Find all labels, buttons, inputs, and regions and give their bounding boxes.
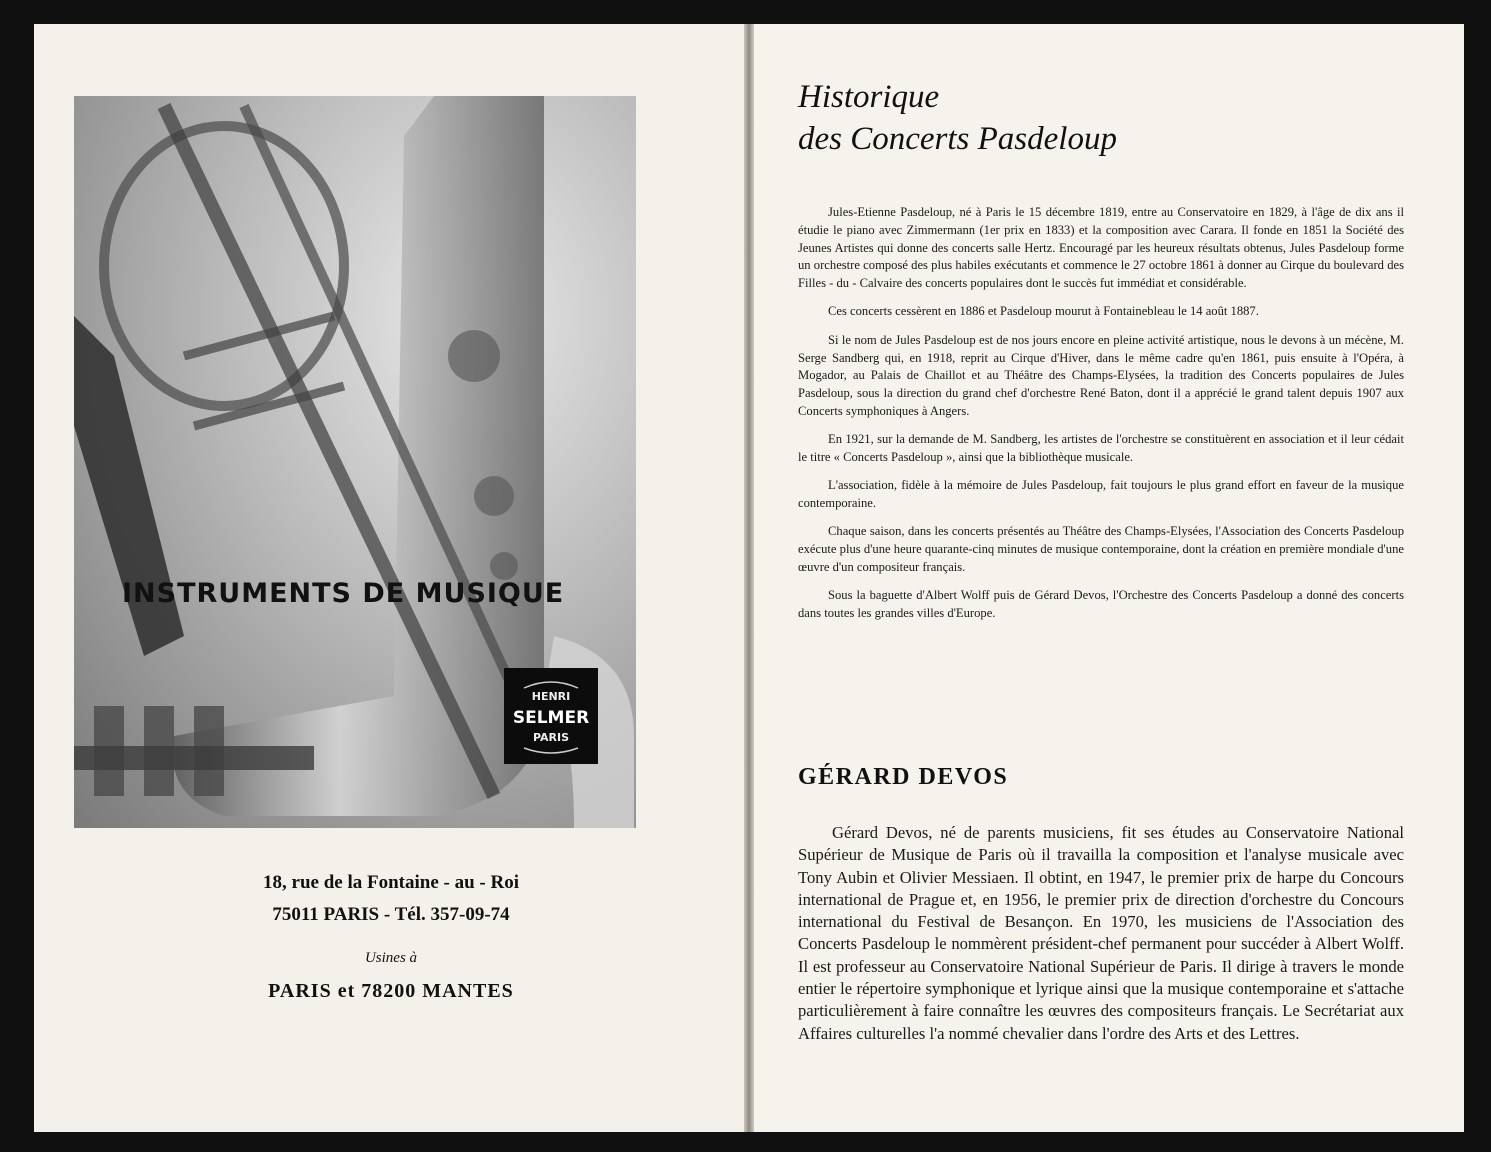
logo-top-text: HENRI <box>531 690 571 703</box>
history-paragraph: Si le nom de Jules Pasdeloup est de nos jours encore en pleine activité artistique, nous le devons à un mécène, M. Serge Sandberg qui, en 1918, reprit au Cirque d'Hiver, dans le même cadre qu'en 1861, puis ensuite à l'Opéra, à Mogador, au Palais de Chaillot et au Théâtre des Champs-Elysées, la tradition des Concerts populaires de Jules Pasdeloup, sous la direction du grand chef d'orchestre René Baton, dont il a apprécié le grand talent depuis 1907 aux Concerts symphoniques à Angers. <box>798 332 1404 418</box>
logo-middle-text: SELMER <box>512 708 590 728</box>
history-paragraph: En 1921, sur la demande de M. Sandberg, les artistes de l'orchestre se constituèrent en association et il leur cédait le titre « Concerts Pasdeloup », ainsi que la bibliothèque musicale. <box>798 432 1404 465</box>
history-paragraph: Chaque saison, dans les concerts présentés au Théâtre des Champs-Elysées, l'Association des Concerts Pasdeloup exécute plus d'une heure quarante-cinq minutes de musique contemporaine, dont la création en première mondiale d'une œuvre d'un compositeur français. <box>798 524 1404 575</box>
logo-bottom-text: PARIS <box>532 731 570 744</box>
history-paragraph: Sous la baguette d'Albert Wolff puis de Gérard Devos, l'Orchestre des Concerts Pasdeloup a donné des concerts dans toutes les grandes villes d'Europe. <box>798 588 1404 621</box>
address-street: 18, rue de la Fontaine - au - Roi <box>263 872 519 893</box>
instruments-photo <box>74 96 636 828</box>
history-paragraph: Ces concerts cessèrent en 1886 et Pasdeloup mourut à Fontainebleau le 14 août 1887. <box>828 304 1259 319</box>
biography-paragraph: Gérard Devos, né de parents musiciens, fit ses études au Conservatoire National Supérieur de Musique de Paris où il travailla la composition et l'analyse musicale avec Tony Aubin et Olivier Messiaen. Il obtint, en 1947, le premier prix de harpe du Concours international de Prague et, en 1956, le premier prix de direction d'orchestre du Concours international du Festival de Besançon. En 1970, les musiciens de l'Association des Concerts Pasdeloup le nommèrent président-chef permanent pour succéder à Albert Wolff. Il est professeur au Conservatoire National Supérieur de Paris. Il dirige à travers le monde entier le répertoire symphonique et lyrique ainsi que la musique contemporaine et s'attache particulièrement à faire connaître les œuvres des compositeurs français. Le Secrétariat aux Affaires culturelles l'a nommé chevalier dans l'ordre des Arts et des Lettres. <box>798 823 1404 1043</box>
address-city-phone: 75011 PARIS - Tél. 357-09-74 <box>272 904 510 925</box>
biography-heading: GÉRARD DEVOS <box>798 764 1009 790</box>
selmer-logo <box>504 668 598 764</box>
advertisement-caption: INSTRUMENTS DE MUSIQUE <box>122 578 565 609</box>
plants-locations: PARIS et 78200 MANTES <box>268 980 514 1002</box>
history-text <box>798 204 1404 633</box>
history-paragraph: Jules-Etienne Pasdeloup, né à Paris le 15 décembre 1819, entre au Conservatoire en 1829, à l'âge de dix ans il étudie le piano avec Zimmermann (1er prix en 1833) et la composition avec Carara. Il fonde en 1851 la Société des Jeunes Artistes qui donne des concerts salle Hertz. Encouragé par les heureux résultats obtenus, Jules Pasdeloup forme un orchestre composé des plus habiles exécutants et commence le 27 octobre 1861 à donner au Cirque du boulevard des Filles - du - Calvaire des concerts populaires dont le succès fut immédiat et considérable. <box>798 205 1404 291</box>
history-title-line2: des Concerts Pasdeloup <box>798 121 1117 157</box>
history-paragraph: L'association, fidèle à la mémoire de Jules Pasdeloup, fait toujours le plus grand effort en faveur de la musique contemporaine. <box>798 478 1404 511</box>
biography-text <box>798 822 1404 1045</box>
history-title <box>798 76 1117 160</box>
history-title-line1: Historique <box>798 79 940 115</box>
usines-label: Usines à <box>364 950 418 966</box>
